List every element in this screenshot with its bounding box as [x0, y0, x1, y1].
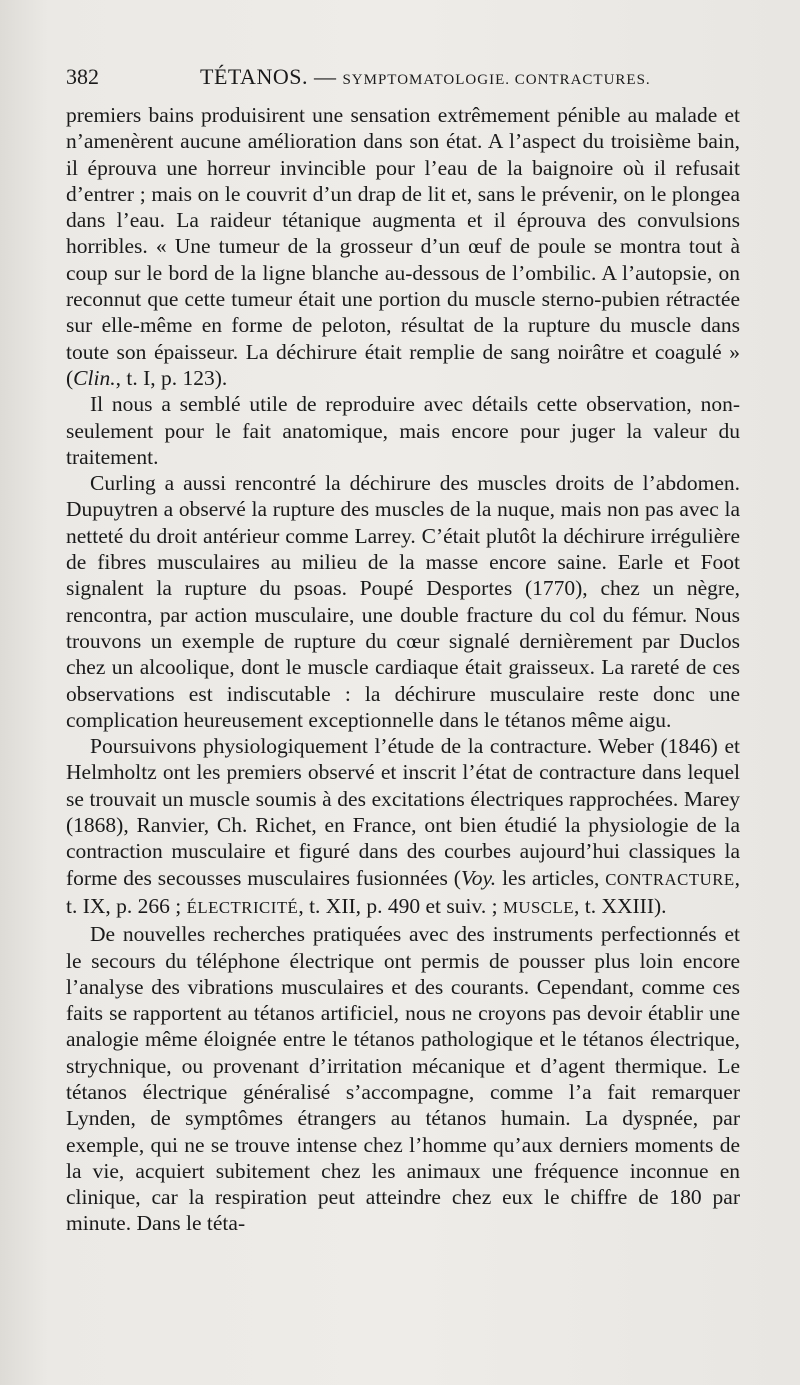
- ref-muscle: MUSCLE: [502, 897, 574, 917]
- citation-rest: , t. I, p. 123).: [115, 365, 228, 390]
- paragraph-1-text: premiers bains produisirent une sensation extrêmement pénible au malade et n’amenèrent aucune amélioration dans son état. A l’aspect du troisième bain, il éprouva une horreur invincible pour l’eau de la baignoire où il refusait d’entrer ; mais on le couvrit d’un drap de lit et, sans le prévenir, on le plongea dans l’eau. La raideur tétanique augmenta et il éprouva des convulsions horribles. « Une tumeur de la grosseur d’un œuf de poule se montra tout à coup sur le bord de la ligne blanche au-dessous de l’ombilic. A l’autopsie, on reconnut que cette tumeur était une portion du muscle sterno-pubien rétractée sur elle-même en forme de peloton, résultat de la rupture du muscle dans toute son épaisseur. La déchirure était remplie de sang noirâtre et coagulé » (: [66, 103, 740, 390]
- paragraph-2-text: Il nous a semblé utile de reproduire avec détails cette observation, non-seulement pour le fait anatomique, mais encore pour juger la valeur du traitement.: [66, 392, 740, 469]
- paragraph-3: [66, 470, 740, 733]
- refs-b: , t. IX, p. 266 ;: [66, 865, 740, 918]
- subtitle-text: SYMPTOMATOLOGIE. CONTRACTURES.: [342, 72, 651, 88]
- paragraph-1: [66, 102, 740, 391]
- body-text: [66, 102, 740, 1237]
- voy-abbrev: Voy.: [460, 865, 497, 890]
- running-title: [200, 64, 651, 90]
- ref-contracture: CONTRACTURE: [605, 869, 735, 889]
- title-text: TÉTANOS.: [200, 64, 308, 89]
- refs-a: les articles,: [496, 865, 606, 890]
- ref-electricite: ÉLECTRICITÉ: [186, 897, 299, 917]
- paragraph-3-text: Curling a aussi rencontré la déchirure des muscles droits de l’abdomen. Dupuytren a observé la rupture des muscles de la nuque, mais non pas avec la netteté du droit antérieur comme Larrey. C’était plutôt la déchirure irrégulière de fibres musculaires au milieu de la masse encore saine. Earle et Foot signalent la rupture du psoas. Poupé Desportes (1770), chez un nègre, rencontra, par action musculaire, une double fracture du col du fémur. Nous trouvons un exemple de rupture du cœur signalé dernièrement par Duclos chez un alcoolique, dont le muscle cardiaque était graisseux. La rareté de ces observations est indiscutable : la déchirure musculaire reste donc une complication heureusement exceptionnelle dans le tétanos même aigu.: [66, 471, 740, 732]
- paragraph-4: [66, 733, 740, 921]
- refs-c: , t. XII, p. 490 et suiv. ;: [298, 893, 503, 918]
- paragraph-5: [66, 921, 740, 1237]
- paragraph-4-text: Poursuivons physiologiquement l’étude de la contracture. Weber (1846) et Helmholtz ont les premiers observé et inscrit l’état de contracture dans lequel se trouvait un muscle soumis à des excitations électriques rapprochées. Marey (1868), Ranvier, Ch. Richet, en France, ont bien étudié la physiologie de la contraction musculaire et figuré dans des courbes aujourd’hui classiques la forme des secousses musculaires fusionnées (: [66, 734, 740, 890]
- page-number: 382: [66, 64, 99, 89]
- paragraph-2: [66, 391, 740, 470]
- paragraph-5-text: De nouvelles recherches pratiquées avec des instruments perfectionnés et le secours du téléphone électrique ont permis de pousser plus loin encore l’analyse des vibrations musculaires et des courants. Cependant, comme ces faits se rapportent au tétanos artificiel, nous ne croyons pas devoir établir une analogie même éloignée entre le tétanos pathologique et le tétanos électrique, strychnique, ou provenant d’irritation mécanique et d’agent thermique. Le tétanos électrique généralisé s’accompagne, comme l’a fait remarquer Lynden, de symptômes étrangers au tétanos humain. La dyspnée, par exemple, qui ne se trouve intense chez l’homme qu’aux derniers moments de la vie, acquiert subitement chez les animaux une fréquence inconnue en clinique, car la respiration peut atteindre chez eux le chiffre de 180 par minute. Dans le téta-: [66, 922, 740, 1236]
- refs-d: , t. XXIII).: [573, 893, 667, 918]
- citation-clin: Clin.: [73, 365, 116, 390]
- running-header: [66, 64, 740, 94]
- title-separator: —: [313, 64, 337, 89]
